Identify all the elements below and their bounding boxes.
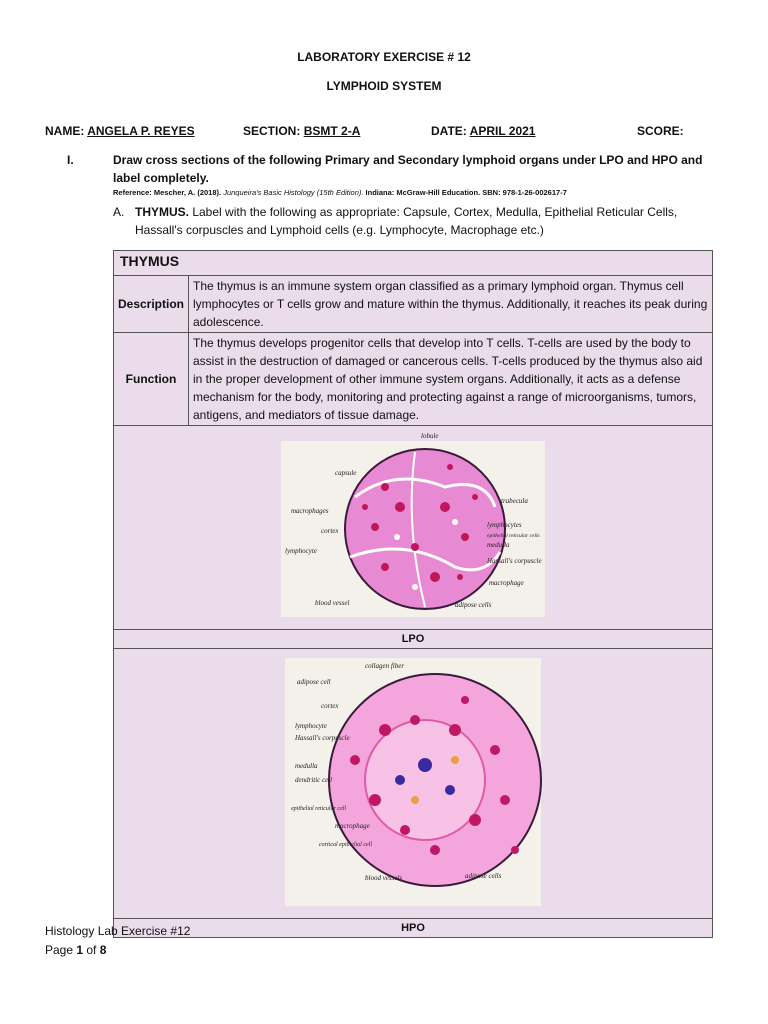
hpo-label-collagen: collagen fiber — [365, 662, 405, 670]
hpo-label-cortex: cortex — [321, 702, 339, 710]
instruction-number: I. — [67, 153, 74, 167]
page-of: of — [83, 943, 100, 957]
footer-page — [45, 943, 106, 957]
lab-title: LABORATORY EXERCISE # 12 — [297, 50, 471, 64]
hpo-label-adipose-cells: adipose cells — [465, 872, 502, 880]
thymus-heading: THYMUS — [114, 251, 713, 276]
lpo-label-trabecula: trabecula — [501, 497, 528, 505]
sub-text: Label with the following as appropriate: Capsule, Cortex, Medulla, Epithelial Reticular Cells, Hassall's corpuscles and Lymphoid cells (e.g. Lymphocyte, Macrophage etc.) — [135, 205, 678, 237]
footer-title: Histology Lab Exercise #12 — [45, 924, 191, 938]
lpo-label-hassall: Hassall's corpuscle — [487, 557, 542, 565]
function-label: Function — [114, 333, 189, 426]
score-label: SCORE: — [637, 124, 684, 138]
lpo-label-macrophages: macrophages — [291, 507, 329, 515]
section-label: SECTION: — [243, 124, 301, 138]
lpo-label-cortex: cortex — [321, 527, 339, 535]
instruction-text: Draw cross sections of the following Primary and Secondary lymphoid organs under LPO and HPO and label completely. — [113, 153, 703, 185]
reference-book: Junqueira's Basic Histology (15th Edition). — [223, 188, 364, 197]
lpo-label-epithelial: epithelial reticular cells — [487, 533, 540, 539]
hpo-label-medulla: medulla — [295, 762, 318, 770]
hpo-label-epithelial: epithelial reticular cell — [291, 806, 347, 812]
sub-title: THYMUS. — [135, 205, 189, 219]
lpo-label-lobule: lobule — [421, 432, 439, 440]
hpo-label-blood-vessels: blood vessels — [365, 874, 403, 882]
reference-suffix: Indiana: McGraw-Hill Education. SBN: 978-1-26-002617-7 — [363, 188, 567, 197]
description-text: The thymus is an immune system organ classified as a primary lymphoid organ. Thymus cell lymphocytes or T cells grow and mature within the thymus. Additionally, it reaches its peak during adolescence. — [189, 276, 713, 333]
hpo-label-macrophage: macrophage — [335, 822, 370, 830]
hpo-label-hassall: Hassall's corpuscle — [295, 734, 350, 742]
lpo-label-lymphocytes: lymphocytes — [487, 521, 522, 529]
lpo-label-lymphocyte: lymphocyte — [285, 547, 317, 555]
lpo-label-capsule: capsule — [335, 469, 357, 477]
name-value: ANGELA P. REYES — [87, 124, 195, 138]
sub-letter: A. — [113, 205, 125, 219]
sub-instruction — [135, 203, 715, 239]
description-label: Description — [114, 276, 189, 333]
date-value: APRIL 2021 — [469, 124, 536, 138]
section-field — [243, 124, 360, 138]
lpo-label-macrophage-right: macrophage — [489, 579, 524, 587]
reference — [113, 188, 713, 197]
lpo-tissue-circle — [345, 449, 505, 609]
hpo-caption: HPO — [114, 919, 713, 938]
thymus-table — [113, 250, 713, 938]
page-prefix: Page — [45, 943, 77, 957]
hpo-drawing — [115, 650, 711, 914]
page-total: 8 — [99, 943, 107, 957]
lpo-label-adipose: adipose cells — [455, 601, 492, 609]
section-value: BSMT 2-A — [303, 124, 361, 138]
reference-prefix: Reference: Mescher, A. (2018). — [113, 188, 224, 197]
hpo-image-cell — [114, 649, 713, 919]
subject-title: LYMPHOID SYSTEM — [326, 79, 442, 93]
lpo-label-blood-vessel: blood vessel — [315, 599, 350, 607]
hpo-label-adipose-cell: adipose cell — [297, 678, 331, 686]
function-text: The thymus develops progenitor cells that develop into T cells. T-cells are used by the body to assist in the destruction of damaged or cancerous cells. T-cells produced by the thymus also aid in the proper development of other immune system organs. Additionally, it acts as a defense mechanism for the body, monitoring and protecting against a range of microorganisms, tumors, antigens, and mediators of tissue damage. — [189, 333, 713, 426]
hpo-label-cortical: cortical epithelial cell — [319, 842, 372, 848]
page-current: 1 — [76, 943, 84, 957]
lpo-drawing — [115, 427, 711, 625]
hpo-label-lymphocyte: lymphocyte — [295, 722, 327, 730]
name-field — [45, 124, 195, 138]
date-field — [431, 124, 535, 138]
lpo-image-cell — [114, 426, 713, 630]
lpo-label-medulla: medulla — [487, 541, 510, 549]
lpo-caption: LPO — [114, 630, 713, 649]
hpo-label-dendritic: dendritic cell — [295, 776, 333, 784]
name-label: NAME: — [45, 124, 85, 138]
date-label: DATE: — [431, 124, 467, 138]
